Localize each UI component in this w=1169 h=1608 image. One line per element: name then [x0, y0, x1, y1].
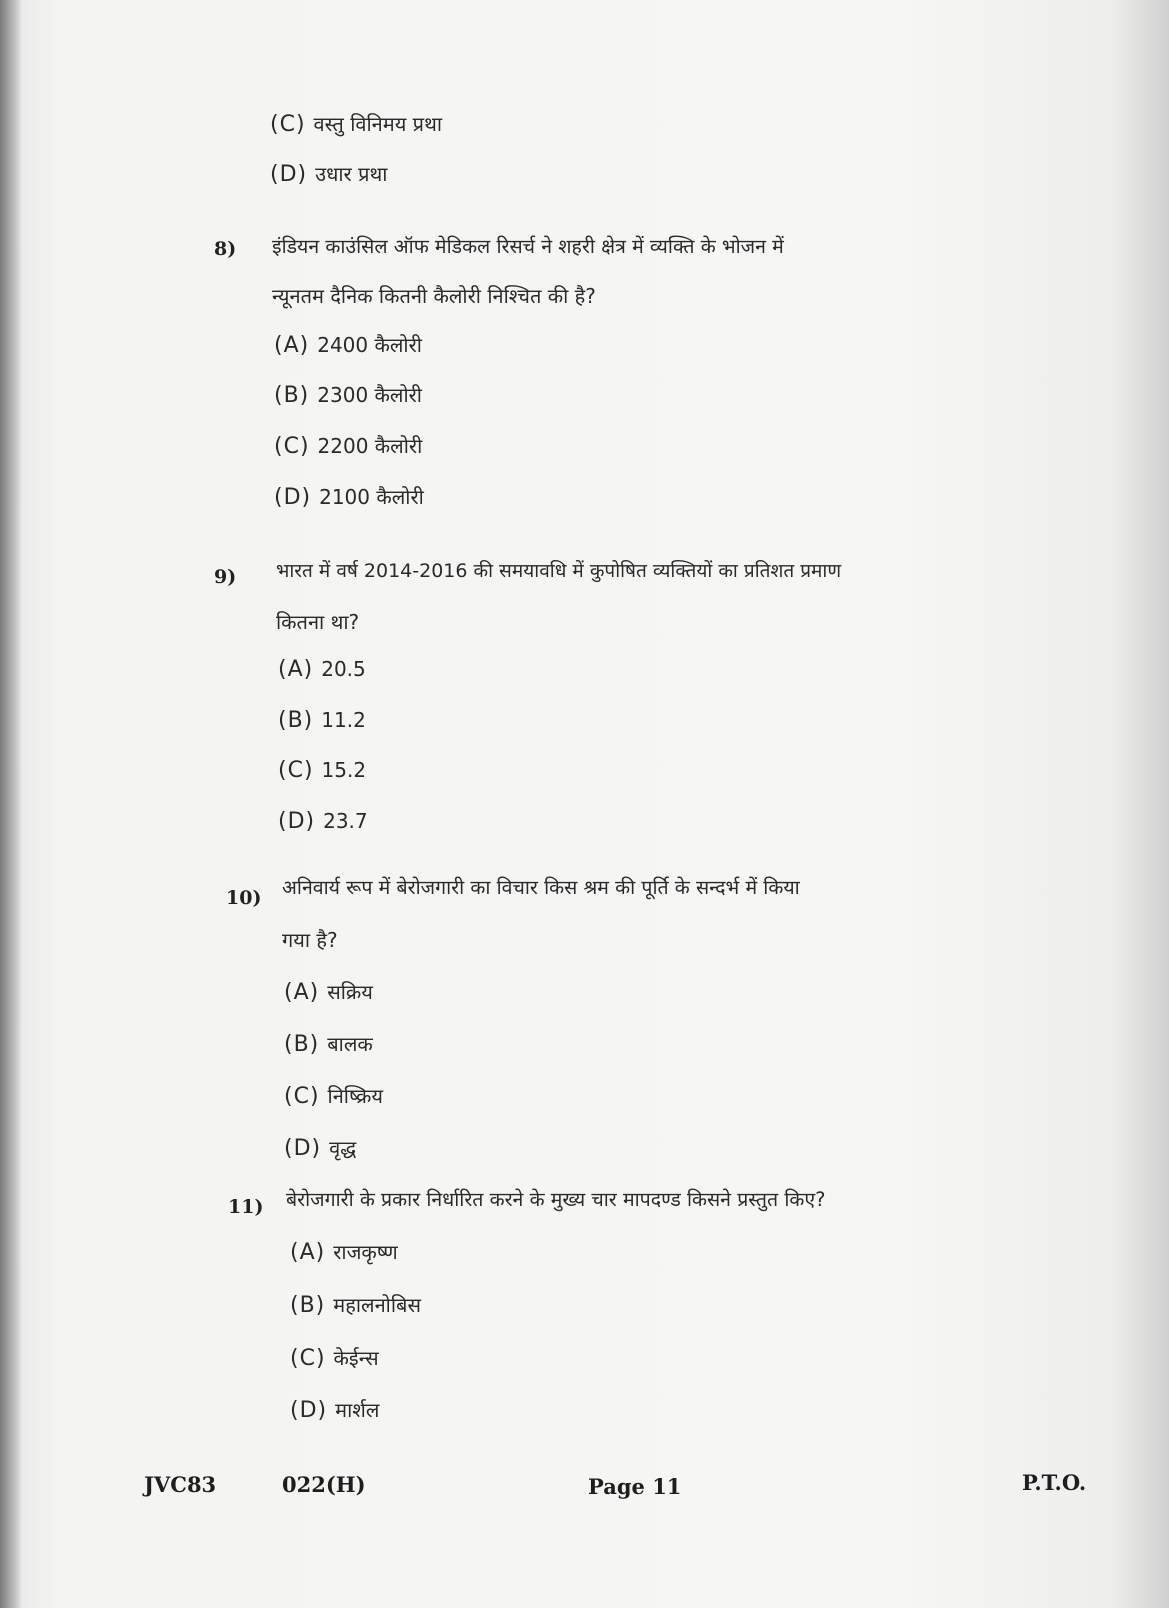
footer-paper-code: 022(H) [282, 1472, 366, 1497]
question-number: 10) [226, 887, 262, 909]
option-letter: (C) [270, 112, 306, 137]
option-letter: (C) [274, 434, 310, 459]
option-letter: (B) [284, 1032, 320, 1057]
question-number: 11) [228, 1196, 264, 1218]
option-a [284, 978, 373, 1005]
option-letter: (D) [270, 162, 308, 187]
option-text: 2300 कैलोरी [317, 383, 422, 407]
option-text: सक्रिय [327, 980, 373, 1004]
option-text: वस्तु विनिमय प्रथा [313, 112, 443, 136]
option-text: 2200 कैलोरी [317, 434, 423, 458]
option-text: मार्शल [335, 1398, 380, 1422]
option-letter: (D) [274, 485, 312, 510]
option-letter: (D) [290, 1398, 328, 1423]
option-text: केईन्स [333, 1346, 379, 1370]
question-text-line: भारत में वर्ष 2014-2016 की समयावधि में कुपोषित व्यक्तियों का प्रतिशत प्रमाण [276, 560, 842, 582]
footer-pto: P.T.O. [1022, 1470, 1087, 1495]
option-text: 2100 कैलोरी [319, 485, 424, 509]
option-d [284, 1134, 356, 1161]
option-d [274, 483, 424, 510]
option-letter: (B) [290, 1293, 326, 1318]
option-letter: (B) [278, 708, 314, 733]
option-text: 15.2 [321, 758, 367, 782]
question-number: 9) [214, 566, 237, 588]
option-text: 2400 कैलोरी [317, 333, 422, 357]
option-letter: (C) [284, 1084, 320, 1109]
option-c [274, 432, 422, 459]
footer-page-number: Page 11 [588, 1474, 682, 1499]
option-d [270, 160, 387, 187]
scan-edge-shadow [0, 0, 22, 1608]
option-a [290, 1238, 398, 1265]
option-letter: (A) [278, 657, 314, 682]
question-text-line: अनिवार्य रूप में बेरोजगारी का विचार किस श्रम की पूर्ति के सन्दर्भ में किया [282, 876, 800, 899]
option-b [284, 1030, 373, 1057]
option-a [274, 331, 422, 358]
option-letter: (C) [278, 758, 314, 783]
option-c [278, 758, 366, 783]
question-text-line: न्यूनतम दैनिक कितनी कैलोरी निश्चित की है? [272, 284, 596, 308]
option-text: महालनोबिस [333, 1293, 421, 1317]
option-text: वृद्ध [329, 1136, 357, 1160]
option-letter: (D) [278, 809, 316, 834]
option-letter: (A) [274, 333, 310, 358]
option-b [274, 381, 422, 408]
option-text: 11.2 [321, 708, 366, 732]
option-a [278, 657, 366, 682]
option-text: 23.7 [323, 809, 368, 833]
option-text: बालक [327, 1032, 373, 1056]
question-number: 8) [214, 238, 237, 260]
option-letter: (A) [284, 980, 320, 1005]
option-d [290, 1396, 379, 1423]
option-text: निष्क्रिय [327, 1084, 383, 1108]
option-c [290, 1344, 379, 1371]
option-letter: (B) [274, 383, 310, 408]
option-letter: (D) [284, 1136, 322, 1161]
question-text-line: गया है? [282, 928, 338, 952]
question-text-line: कितना था? [276, 610, 360, 634]
option-b [278, 708, 366, 733]
option-c [284, 1082, 383, 1109]
question-text-line: इंडियन काउंसिल ऑफ मेडिकल रिसर्च ने शहरी क्षेत्र में व्यक्ति के भोजन में [272, 235, 784, 258]
footer-code: JVC83 [144, 1472, 217, 1497]
option-c [270, 110, 442, 137]
option-text: 20.5 [321, 657, 366, 681]
option-b [290, 1291, 421, 1318]
option-d [278, 809, 368, 834]
option-letter: (C) [290, 1346, 326, 1371]
option-letter: (A) [290, 1240, 326, 1265]
option-text: उधार प्रथा [315, 162, 388, 186]
option-text: राजकृष्ण [333, 1240, 398, 1264]
question-text-line: बेरोजगारी के प्रकार निर्धारित करने के मुख्य चार मापदण्ड किसने प्रस्तुत किए? [286, 1188, 826, 1211]
